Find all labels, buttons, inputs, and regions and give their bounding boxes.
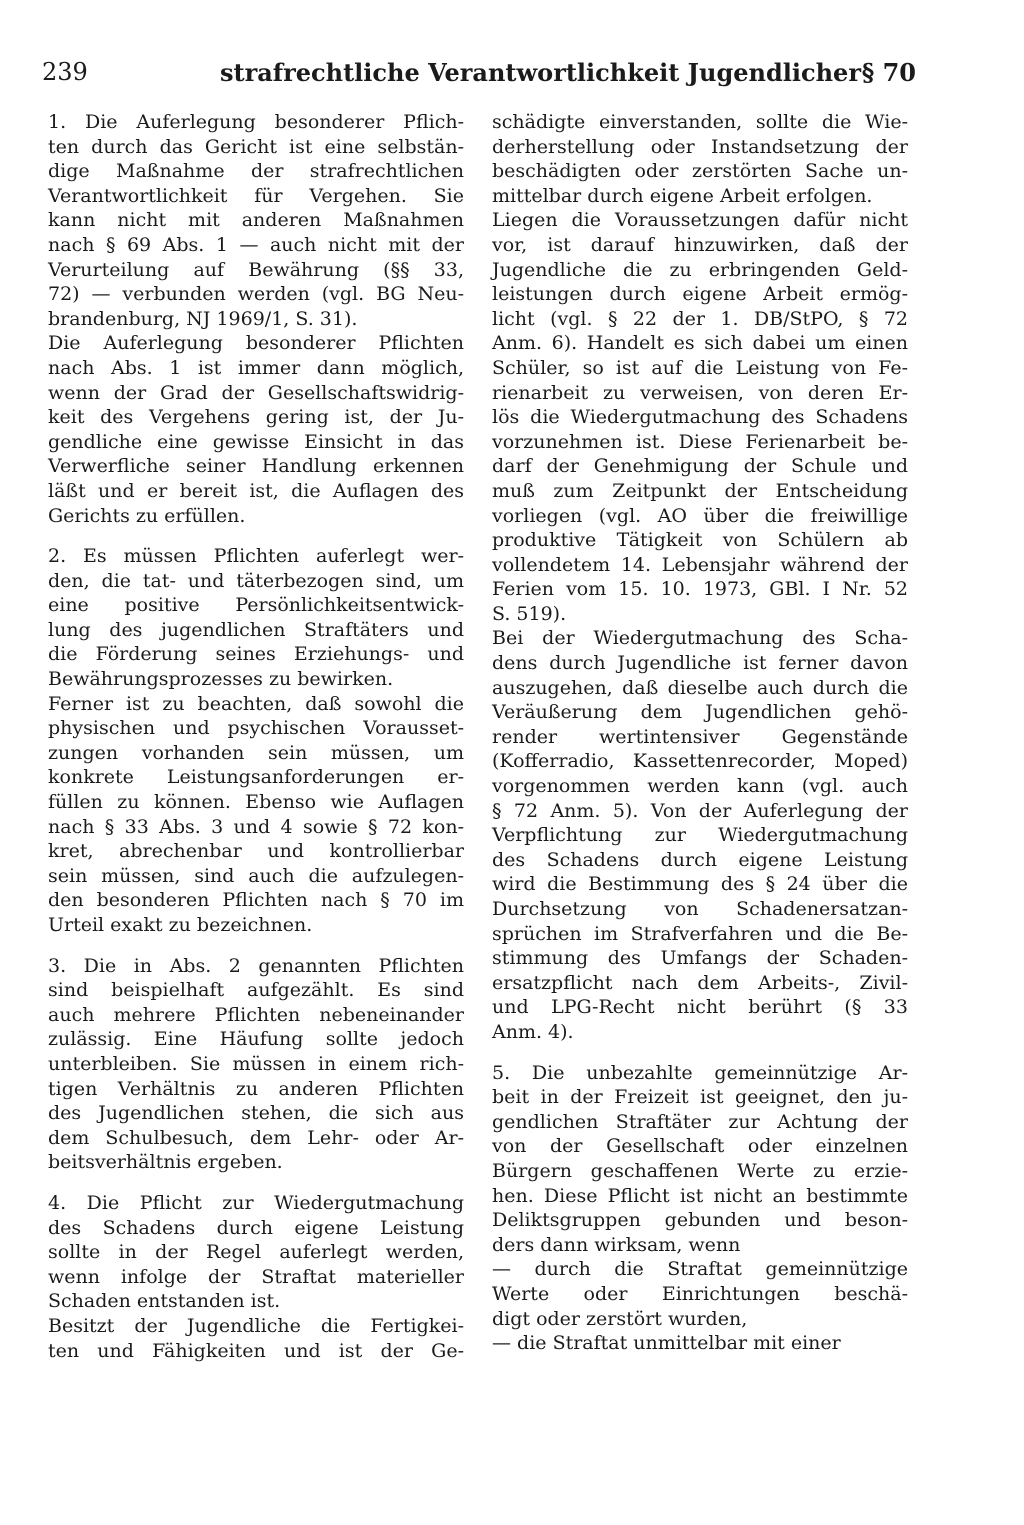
text-line: von der Gesellschaft oder einzelnen	[492, 1135, 908, 1158]
text-line: zungen vorhanden sein müssen, um	[48, 741, 464, 764]
text-line: dem Schulbesuch, dem Lehr- oder Ar-	[48, 1126, 464, 1149]
text-line: S. 519).	[492, 602, 567, 625]
text-line: läßt und er bereit ist, die Auflagen des	[48, 479, 464, 502]
text-line: Deliktsgruppen gebunden und beson-	[492, 1209, 908, 1232]
text-line: licht (vgl. § 22 der 1. DB/StPO, § 72	[492, 307, 908, 330]
text-line: — durch die Straftat gemeinnützige	[492, 1258, 908, 1281]
paragraph-gap	[492, 1045, 908, 1061]
text-line: vollendetem 14. Lebensjahr während der	[492, 553, 908, 576]
text-line: ten durch das Gericht ist eine selbstän-	[48, 135, 464, 158]
text-line: des Schadens durch eigene Leistung	[48, 1216, 464, 1239]
text-line: unterbleiben. Sie müssen in einem rich-	[48, 1052, 464, 1075]
text-line: Bewährungsprozesses zu bewirken.	[48, 668, 394, 691]
text-line: produktive Tätigkeit von Schülern ab	[492, 529, 908, 552]
text-line: nach § 33 Abs. 3 und 4 sowie § 72 kon-	[48, 815, 464, 838]
text-line: vorzunehmen ist. Diese Ferienarbeit be-	[492, 430, 908, 453]
page-header	[42, 58, 916, 98]
text-line: wenn der Grad der Gesellschaftswidrig-	[48, 381, 464, 404]
text-line: Urteil exakt zu bezeichnen.	[48, 914, 313, 936]
section-reference: § 70	[861, 58, 916, 87]
paragraph-gap	[48, 1175, 464, 1191]
text-line: nach Abs. 1 ist immer dann möglich,	[48, 356, 464, 379]
text-line: des Jugendlichen stehen, die sich aus	[48, 1102, 464, 1125]
text-line: beit in der Freizeit ist geeignet, den ju-	[492, 1086, 908, 1109]
text-line: 3. Die in Abs. 2 genannten Pflichten	[48, 954, 464, 977]
text-line: zulässig. Eine Häufung sollte jedoch	[48, 1028, 464, 1051]
text-line: vorliegen (vgl. AO über die freiwillige	[492, 504, 908, 527]
text-line: beschädigten oder zerstörten Sache un-	[492, 160, 908, 183]
text-line: Die Auferlegung besonderer Pflichten	[48, 332, 464, 355]
text-line: nach § 69 Abs. 1 — auch nicht mit der	[48, 233, 464, 256]
text-line: hen. Diese Pflicht ist nicht an bestimmte	[492, 1184, 908, 1207]
text-line: sind beispielhaft aufgezählt. Es sind	[48, 979, 464, 1002]
text-line: render wertintensiver Gegenstände	[492, 725, 908, 748]
text-line: digt oder zerstört wurden,	[492, 1307, 748, 1330]
text-line: Bei der Wiedergutmachung des Scha-	[492, 627, 908, 650]
text-line: lung des jugendlichen Straftäters und	[48, 618, 464, 641]
text-line: brandenburg, NJ 1969/1, S. 31).	[48, 307, 358, 330]
text-line: die Förderung seines Erziehungs- und	[48, 643, 464, 666]
text-line: 4. Die Pflicht zur Wiedergutmachung	[48, 1191, 464, 1214]
text-line: Verwerfliche seiner Handlung erkennen	[48, 455, 464, 478]
text-line: rienarbeit zu verweisen, von deren Er-	[492, 381, 908, 404]
right-text-column	[492, 110, 908, 1356]
text-line: Schaden entstanden ist.	[48, 1290, 281, 1313]
text-line: Besitzt der Jugendliche die Fertigkei-	[48, 1314, 464, 1337]
text-line: ersatzpflicht nach dem Arbeits-, Zivil-	[492, 971, 908, 994]
paragraph-gap	[48, 938, 464, 954]
text-line: (Kofferradio, Kassettenrecorder, Moped)	[492, 750, 908, 773]
text-line: sollte in der Regel auferlegt werden,	[48, 1241, 464, 1264]
running-title: strafrechtliche Verantwortlichkeit Jugendlicher	[220, 58, 861, 87]
text-line: — die Straftat unmittelbar mit einer	[492, 1332, 841, 1355]
text-line: 2. Es müssen Pflichten auferlegt wer-	[48, 545, 464, 568]
text-line: Ferner ist zu beachten, daß sowohl die	[48, 692, 464, 715]
text-line: dige Maßnahme der strafrechtlichen	[48, 160, 464, 183]
text-line: dens durch Jugendliche ist ferner davon	[492, 652, 908, 675]
page-number: 239	[42, 58, 88, 86]
text-line: derherstellung oder Instandsetzung der	[492, 135, 908, 158]
text-line: ders dann wirksam, wenn	[492, 1233, 741, 1256]
text-line: sein müssen, sind auch die aufzulegen-	[48, 864, 464, 887]
text-line: auszugehen, daß dieselbe auch durch die	[492, 676, 908, 699]
text-line: des Schadens durch eigene Leistung	[492, 848, 908, 871]
text-line: sprüchen im Strafverfahren und die Be-	[492, 922, 908, 945]
text-line: muß zum Zeitpunkt der Entscheidung	[492, 479, 908, 502]
text-line: Ferien vom 15. 10. 1973, GBl. I Nr. 52	[492, 578, 908, 601]
text-line: Veräußerung dem Jugendlichen gehö-	[492, 701, 908, 724]
text-line: gendliche eine gewisse Einsicht in das	[48, 430, 464, 453]
text-line: den, die tat- und täterbezogen sind, um	[48, 569, 464, 592]
text-line: auch mehrere Pflichten nebeneinander	[48, 1003, 464, 1026]
text-line: füllen zu können. Ebenso wie Auflagen	[48, 791, 464, 814]
paragraph-gap	[48, 528, 464, 544]
text-line: gendlichen Straftäter zur Achtung der	[492, 1110, 908, 1133]
text-line: lös die Wiedergutmachung des Schadens	[492, 406, 908, 429]
text-line: Durchsetzung von Schadenersatzan-	[492, 898, 908, 920]
text-line: Schüler, so ist auf die Leistung von Fe-	[492, 356, 908, 379]
text-line: Verpflichtung zur Wiedergutmachung	[492, 824, 908, 847]
text-line: keit des Vergehens gering ist, der Ju-	[48, 406, 464, 429]
text-line: 5. Die unbezahlte gemeinnützige Ar-	[492, 1061, 908, 1084]
text-line: Jugendliche die zu erbringenden Geld-	[492, 258, 908, 281]
text-line: Verurteilung auf Bewährung (§§ 33,	[48, 258, 464, 281]
text-line: den besonderen Pflichten nach § 70 im	[48, 889, 464, 912]
text-line: Gerichts zu erfüllen.	[48, 504, 246, 527]
text-line: tigen Verhältnis zu anderen Pflichten	[48, 1077, 464, 1100]
text-line: wird die Bestimmung des § 24 über die	[492, 873, 908, 896]
text-line: Werte oder Einrichtungen beschä-	[492, 1282, 908, 1305]
text-line: Anm. 4).	[492, 1020, 574, 1043]
text-line: konkrete Leistungsanforderungen er-	[48, 766, 464, 789]
text-line: physischen und psychischen Vorausset-	[48, 717, 464, 740]
text-line: stimmung des Umfangs der Schaden-	[492, 947, 908, 970]
text-line: § 72 Anm. 5). Von der Auferlegung der	[492, 799, 908, 822]
text-line: darf der Genehmigung der Schule und	[492, 455, 908, 478]
text-line: kann nicht mit anderen Maßnahmen	[48, 209, 464, 232]
text-line: und LPG-Recht nicht berührt (§ 33	[492, 996, 908, 1019]
text-line: eine positive Persönlichkeitsentwick-	[48, 594, 464, 617]
text-line: leistungen durch eigene Arbeit ermög-	[492, 283, 908, 306]
left-text-column	[48, 110, 464, 1363]
text-line: Bürgern geschaffenen Werte zu erzie-	[492, 1159, 908, 1182]
text-line: Anm. 6). Handelt es sich dabei um einen	[492, 332, 908, 355]
text-line: vorgenommen werden kann (vgl. auch	[492, 775, 908, 798]
text-line: kret, abrechenbar und kontrollierbar	[48, 840, 464, 863]
text-line: schädigte einverstanden, sollte die Wie-	[492, 111, 908, 133]
text-line: wenn infolge der Straftat materieller	[48, 1265, 464, 1288]
text-line: vor, ist darauf hinzuwirken, daß der	[492, 233, 908, 256]
text-line: 72) — verbunden werden (vgl. BG Neu-	[48, 283, 464, 306]
text-line: Liegen die Voraussetzungen dafür nicht	[492, 209, 908, 232]
text-line: 1. Die Auferlegung besonderer Pflich-	[48, 111, 464, 133]
text-line: ten und Fähigkeiten und ist der Ge-	[48, 1339, 464, 1362]
text-line: Verantwortlichkeit für Vergehen. Sie	[48, 184, 464, 207]
text-line: beitsverhältnis ergeben.	[48, 1151, 283, 1174]
text-line: mittelbar durch eigene Arbeit erfolgen.	[492, 184, 873, 207]
